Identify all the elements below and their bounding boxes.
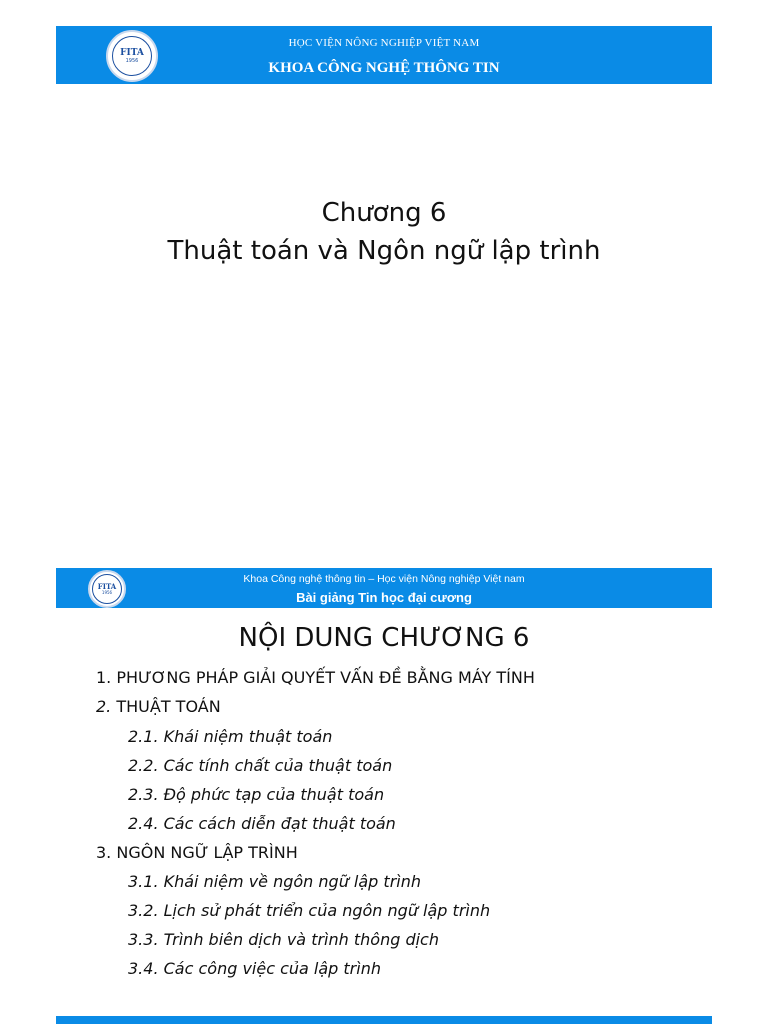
chapter-subtitle: Thuật toán và Ngôn ngữ lập trình (167, 236, 601, 266)
header-faculty: KHOA CÔNG NGHỆ THÔNG TIN (268, 60, 500, 76)
toc-subitem: 2.2. Các tính chất của thuật toán (128, 756, 393, 775)
toc-subitem: 2.3. Độ phức tạp của thuật toán (128, 785, 385, 804)
logo-text: FITA (120, 47, 144, 58)
header-course-name: Bài giảng Tin học đại cương (296, 590, 472, 605)
chapter-title: Chương 6 (321, 198, 447, 228)
header-faculty-institution: Khoa Công nghệ thông tin – Học viện Nông nghiệp Việt nam (243, 573, 525, 585)
toc-item: 3. NGÔN NGỮ LẬP TRÌNH (96, 843, 298, 862)
toc-item-number: 2. (96, 697, 112, 716)
toc-item-label: THUẬT TOÁN (116, 697, 221, 716)
logo-year: 1956 (101, 590, 113, 595)
toc-subitem: 2.1. Khái niệm thuật toán (128, 727, 333, 746)
contents-title: NỘI DUNG CHƯƠNG 6 (238, 623, 530, 653)
toc-subitem: 2.4. Các cách diễn đạt thuật toán (128, 814, 396, 833)
header-institution: HỌC VIỆN NÔNG NGHIỆP VIỆT NAM (288, 37, 480, 49)
toc-item (96, 697, 221, 716)
toc-subitem: 3.1. Khái niệm về ngôn ngữ lập trình (128, 872, 421, 891)
toc-subitem: 3.3. Trình biên dịch và trình thông dịch (128, 930, 439, 949)
toc-subitem: 3.2. Lịch sử phát triển của ngôn ngữ lập trình (128, 901, 491, 920)
logo-year: 1956 (125, 57, 139, 64)
toc-subitem: 3.4. Các công việc của lập trình (128, 959, 381, 978)
slide2-header-band (56, 568, 712, 608)
logo-text: FITA (97, 582, 117, 591)
slide3-header-band (56, 1016, 712, 1024)
slide1-header-band (56, 26, 712, 84)
toc-item: 1. PHƯƠNG PHÁP GIẢI QUYẾT VẤN ĐỀ BẰNG MÁY TÍNH (96, 668, 535, 687)
